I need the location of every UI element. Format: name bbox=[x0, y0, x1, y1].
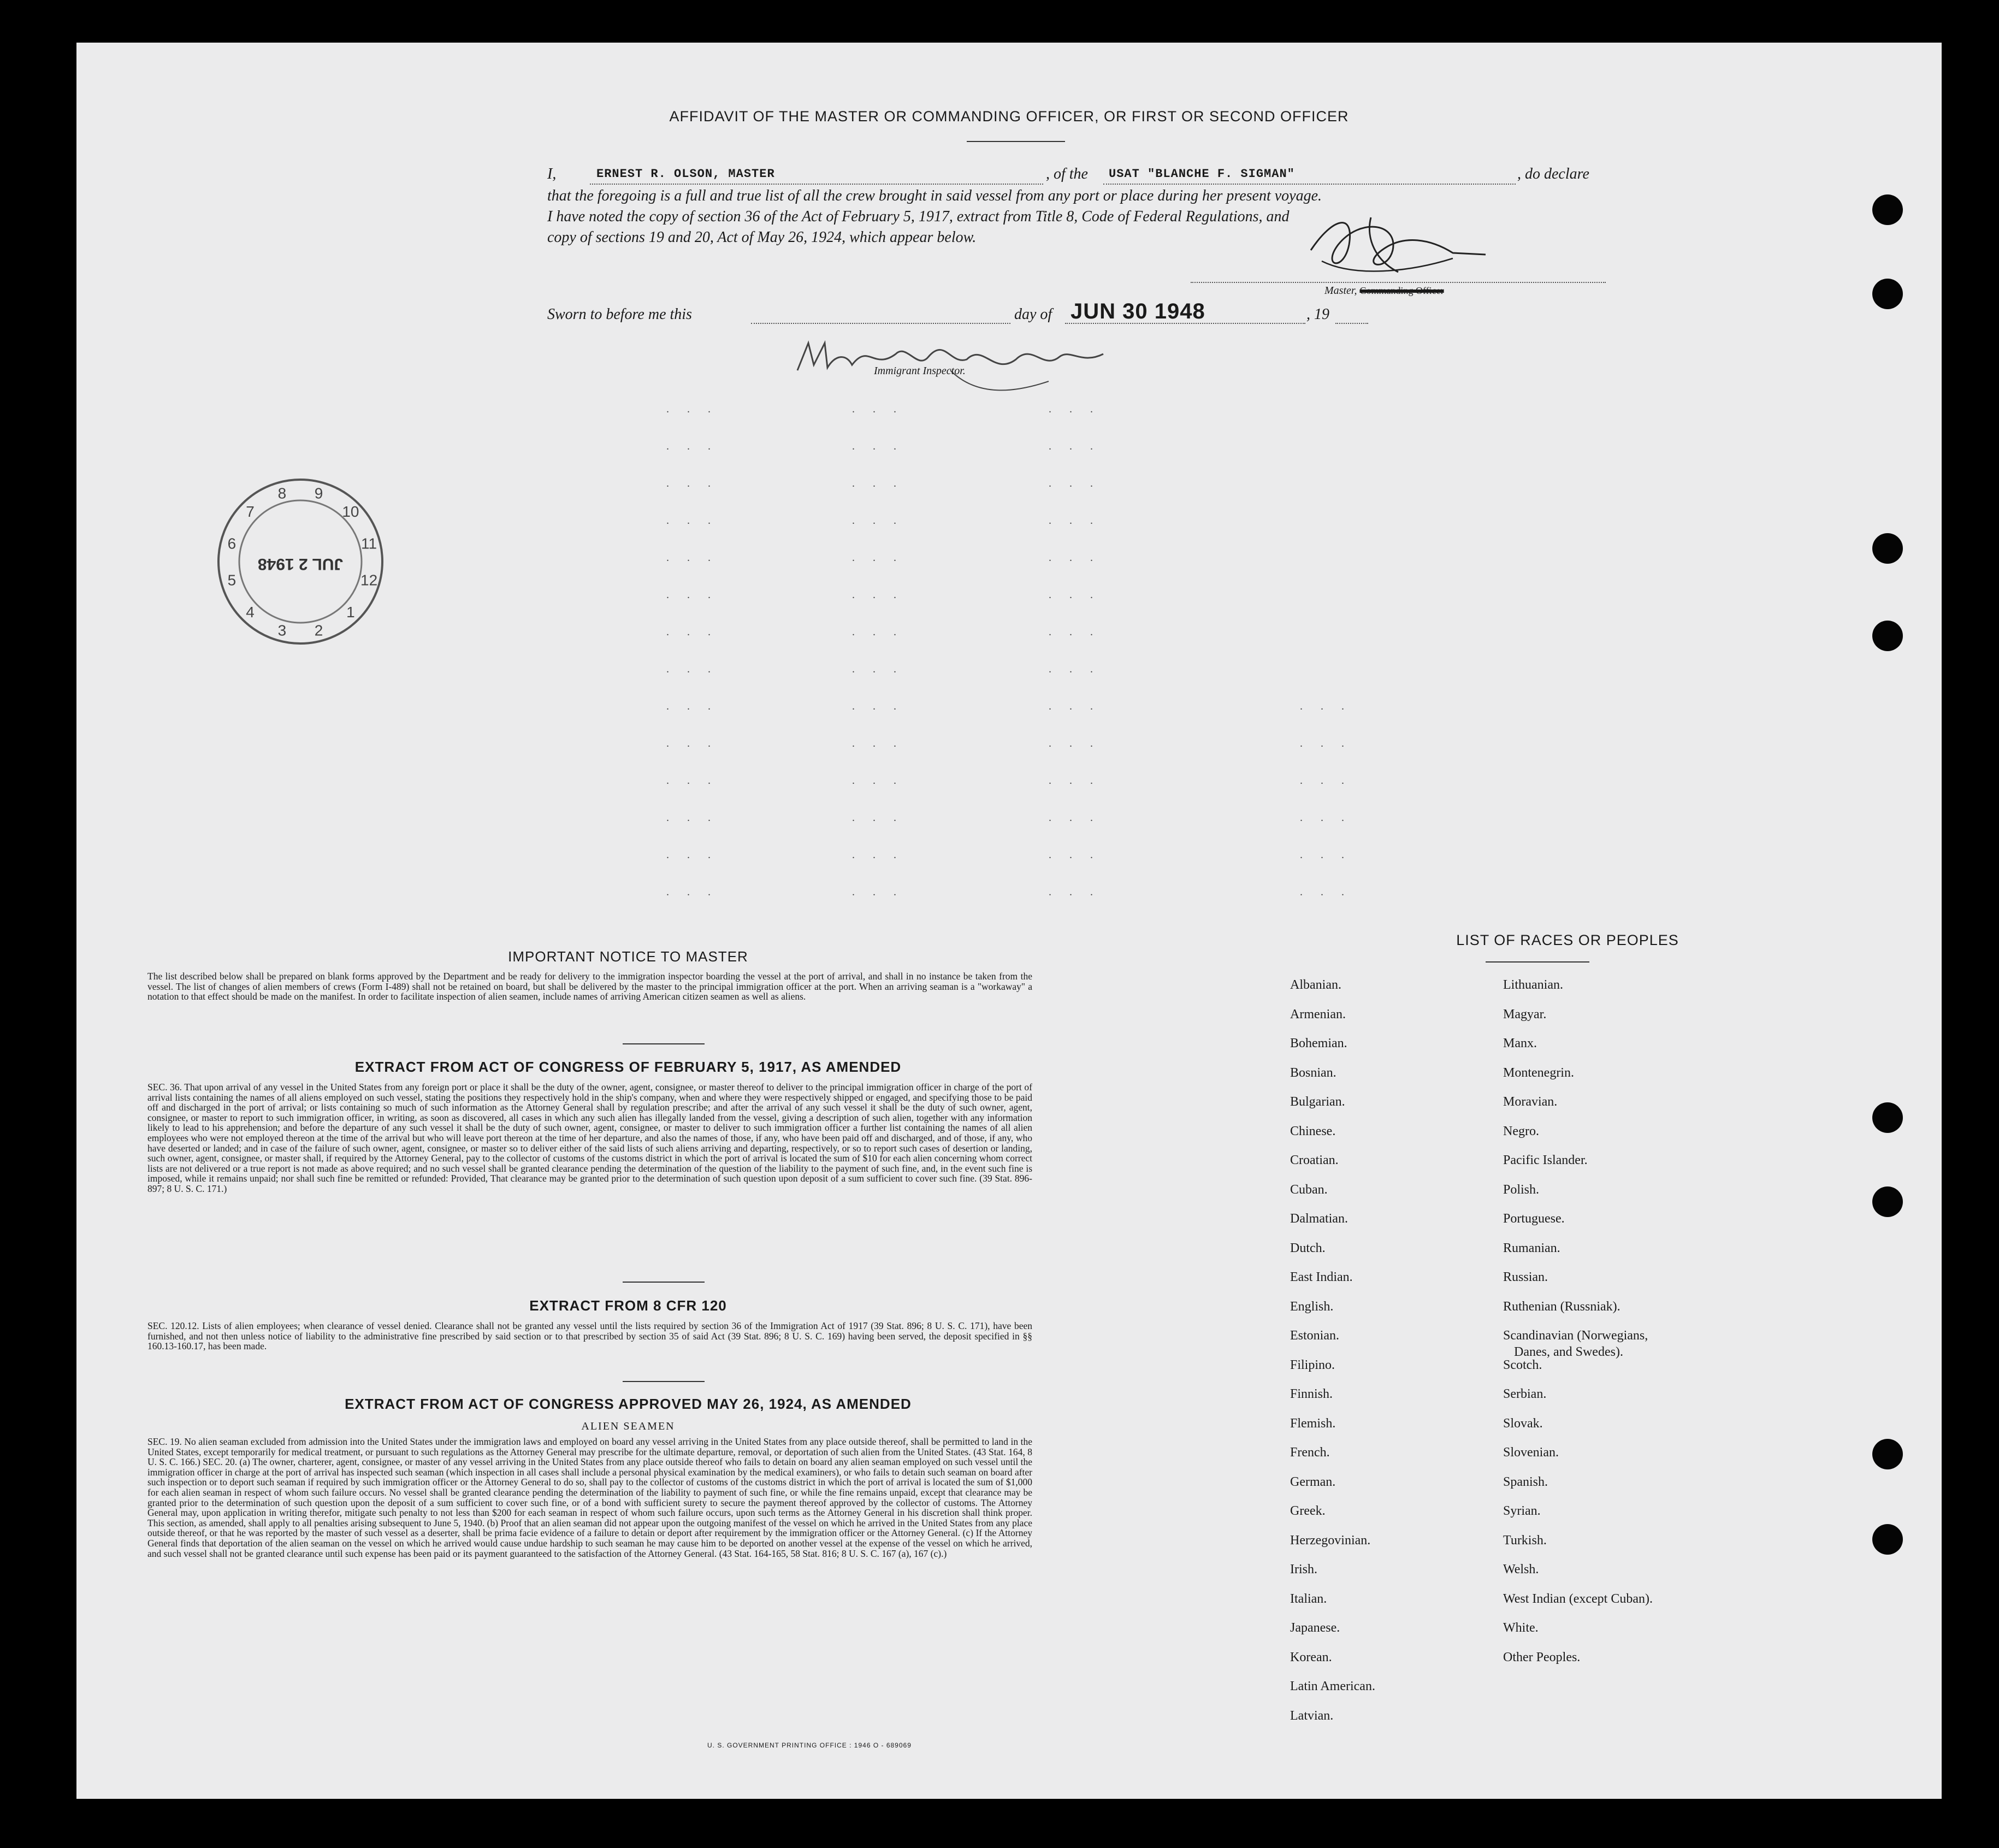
faint-dot-mark: . . . bbox=[1049, 812, 1101, 824]
race-item: Slovenian. bbox=[1503, 1445, 1559, 1460]
master-signature-line bbox=[1191, 282, 1606, 283]
master-signature bbox=[1289, 206, 1551, 288]
faint-dot-mark: . . . bbox=[1049, 737, 1101, 749]
master-name: ERNEST R. OLSON, MASTER bbox=[596, 167, 775, 181]
punch-hole bbox=[1872, 279, 1903, 309]
faint-dot-mark: . . . bbox=[1049, 886, 1101, 898]
race-item: West Indian (except Cuban). bbox=[1503, 1591, 1653, 1606]
race-item: Bosnian. bbox=[1290, 1065, 1336, 1080]
stamp-digit: 2 bbox=[314, 622, 323, 639]
race-item: Portuguese. bbox=[1503, 1212, 1565, 1226]
race-item: Slovak. bbox=[1503, 1416, 1543, 1431]
races-rule bbox=[1486, 961, 1589, 963]
race-item: Turkish. bbox=[1503, 1533, 1547, 1548]
stamp-digit: 5 bbox=[227, 571, 236, 589]
faint-dot-mark: . . . bbox=[852, 886, 904, 898]
faint-dot-mark: . . . bbox=[1049, 403, 1101, 415]
race-item: Chinese. bbox=[1290, 1124, 1336, 1138]
faint-dot-mark: . . . bbox=[1049, 626, 1101, 638]
extract-cfr-body: SEC. 120.12. Lists of alien employees; when clearance of vessel denied. Clearance shall not be granted any vessel until the lists required by section 36 of the Immigration Act of 1917 (39 Stat. 896; 8 U. S. C. 171), have been furnished, and not then unless notice of liability to the administrative fine prescribed by said section or to that prescribed by section 35 of said Act (39 Stat. 896; 8 U. S. C. 169) having been served, the deposit specified in §§ 160.13-160.17, has been made. bbox=[147, 1320, 1032, 1352]
race-item: Rumanian. bbox=[1503, 1241, 1560, 1255]
race-item: Manx. bbox=[1503, 1036, 1537, 1050]
race-item: Danes, and Swedes). bbox=[1514, 1345, 1623, 1359]
faint-dot-mark: . . . bbox=[666, 849, 718, 861]
stamp-digit: 7 bbox=[246, 503, 255, 521]
race-item: Herzegovinian. bbox=[1290, 1533, 1371, 1548]
affidavit-line-4: copy of sections 19 and 20, Act of May 26, 1924, which appear below. bbox=[547, 229, 977, 246]
stamp-digit: 4 bbox=[246, 603, 255, 621]
inspector-label: Immigrant Inspector. bbox=[874, 365, 966, 377]
punch-hole bbox=[1872, 533, 1903, 564]
stamp-digit: 10 bbox=[342, 503, 359, 521]
faint-dot-mark: . . . bbox=[666, 552, 718, 564]
faint-dot-mark: . . . bbox=[852, 515, 904, 527]
master-label-struck: Commanding Officer bbox=[1359, 285, 1444, 296]
race-item: East Indian. bbox=[1290, 1270, 1353, 1284]
race-item: Ruthenian (Russniak). bbox=[1503, 1299, 1621, 1314]
faint-dot-mark: . . . bbox=[852, 552, 904, 564]
faint-dot-mark: . . . bbox=[666, 477, 718, 489]
stamp-digit: 11 bbox=[361, 535, 377, 552]
faint-dot-mark: . . . bbox=[1049, 663, 1101, 675]
year-prefix: , 19 bbox=[1306, 306, 1329, 323]
faint-dot-mark: . . . bbox=[852, 440, 904, 452]
of-the-text: , of the bbox=[1046, 166, 1088, 182]
extract-1924-subtitle: ALIEN SEAMEN bbox=[581, 1420, 675, 1432]
faint-dot-mark: . . . bbox=[666, 626, 718, 638]
race-item: Scandinavian (Norwegians, bbox=[1503, 1329, 1648, 1343]
race-item: Montenegrin. bbox=[1503, 1065, 1574, 1080]
day-of-text: day of bbox=[1014, 306, 1052, 323]
race-item: Magyar. bbox=[1503, 1007, 1547, 1022]
affidavit-i: I, bbox=[547, 166, 557, 182]
faint-dot-mark: . . . bbox=[666, 440, 718, 452]
punch-hole bbox=[1872, 194, 1903, 225]
vessel-name-line bbox=[1103, 184, 1516, 185]
faint-dot-mark: . . . bbox=[1300, 775, 1352, 787]
stamp-digit: 9 bbox=[314, 485, 323, 502]
race-item: Serbian. bbox=[1503, 1387, 1547, 1401]
race-item: Other Peoples. bbox=[1503, 1650, 1581, 1664]
race-item: Welsh. bbox=[1503, 1562, 1539, 1577]
notice-title: IMPORTANT NOTICE TO MASTER bbox=[508, 948, 748, 965]
stamp-date: JUL 2 1948 bbox=[257, 555, 344, 573]
faint-dot-mark: . . . bbox=[852, 737, 904, 749]
faint-dot-mark: . . . bbox=[1300, 812, 1352, 824]
faint-dot-mark: . . . bbox=[666, 589, 718, 601]
master-label: Master, bbox=[1324, 285, 1357, 297]
race-item: Negro. bbox=[1503, 1124, 1539, 1138]
race-item: Flemish. bbox=[1290, 1416, 1336, 1431]
races-title: LIST OF RACES OR PEOPLES bbox=[1456, 932, 1679, 948]
race-item: Bulgarian. bbox=[1290, 1095, 1345, 1109]
affidavit-title: AFFIDAVIT OF THE MASTER OR COMMANDING OFFICER, OR FIRST OR SECOND OFFICER bbox=[669, 108, 1349, 125]
stamp-digit: 3 bbox=[277, 622, 287, 639]
punch-hole bbox=[1872, 1186, 1903, 1217]
extract-1917-rule bbox=[623, 1282, 705, 1283]
race-item: Croatian. bbox=[1290, 1153, 1339, 1167]
extract-1924-body: SEC. 19. No alien seaman excluded from admission into the United States under the immigration laws and employed on board any vessel arriving in the United States from any place outside thereof, shall be permitted to land in the United States, except temporarily for medical treatment, or pursuant to such regulations as the Attorney General may prescribe for the ultimate departure, removal, or deportation of such alien from the United States. (43 Stat. 164, 8 U. S. C. 166.) SEC. 20. (a) The owner, charterer, agent, consignee, or master of any vessel arriving in the United States from any place outside thereof who fails to detain on board any alien seaman employed on such vessel until the immigration officer in charge at the port of arrival has inspected such seaman (which inspection in all cases shall include a personal physical examination by the medical examiners), or who fails to detain such seaman on board after such inspection or to deport such seaman if required by such immigration officer or the Attorney General to do so, shall pay to the collector of customs of the customs district in which the port of arrival is located the sum of $1,000 for each alien seaman in respect of whom such failure occurs. No vessel shall be granted clearance pending the determination of the liability to payment of such fine, or while the fine remains unpaid, except that clearance may be granted prior to the determination of such question upon the deposit of a sum sufficient to cover such fine, or of a bond with sufficient surety to secure the payment thereof approved by the collector of customs. The Attorney General may, upon application in writing therefor, mitigate such penalty to not less than $200 for each seaman in respect of whom such failure occurs, upon such terms as the Attorney General in his discretion shall think proper. This section, as amended, shall apply to all penalties arising subsequent to June 5, 1940. (b) Proof that an alien seaman did not appear upon the outgoing manifest of the vessel on which he arrived in the United States from any place outside thereof, or that he was reported by the master of such vessel as a deserter, shall be prima facie evidence of a failure to detain or deport after requirement by the immigration officer or the Attorney General. (c) If the Attorney General finds that deportation of the alien seaman on the vessel on which he arrived would cause undue hardship to such seaman he may cause him to be deported on another vessel at the expense of the vessel on which he arrived, and such vessel shall not be granted clearance until such expense has been paid or its payment guaranteed to the satisfaction of the Attorney General. (43 Stat. 164-165, 58 Stat. 816; 8 U. S. C. 167 (a), 167 (c).) bbox=[147, 1436, 1032, 1559]
faint-dot-mark: . . . bbox=[852, 477, 904, 489]
race-item: Polish. bbox=[1503, 1182, 1540, 1197]
race-item: Irish. bbox=[1290, 1562, 1317, 1577]
stamp-digit: 8 bbox=[277, 485, 287, 502]
race-item: Lithuanian. bbox=[1503, 978, 1563, 992]
faint-dot-mark: . . . bbox=[1049, 700, 1101, 712]
faint-dot-mark: . . . bbox=[666, 700, 718, 712]
race-item: Italian. bbox=[1290, 1591, 1327, 1606]
race-item: Dalmatian. bbox=[1290, 1212, 1348, 1226]
race-item: Cuban. bbox=[1290, 1182, 1328, 1197]
faint-dot-mark: . . . bbox=[1300, 700, 1352, 712]
race-item: Syrian. bbox=[1503, 1504, 1541, 1518]
faint-dot-mark: . . . bbox=[666, 515, 718, 527]
faint-dot-mark: . . . bbox=[1049, 589, 1101, 601]
faint-dot-mark: . . . bbox=[852, 775, 904, 787]
race-item: Korean. bbox=[1290, 1650, 1332, 1664]
punch-hole bbox=[1872, 1524, 1903, 1555]
year-line bbox=[1335, 323, 1368, 324]
race-item: Japanese. bbox=[1290, 1621, 1340, 1635]
race-item: Filipino. bbox=[1290, 1357, 1335, 1372]
sworn-day-line bbox=[751, 323, 1010, 324]
faint-dot-mark: . . . bbox=[666, 403, 718, 415]
faint-dot-mark: . . . bbox=[852, 849, 904, 861]
extract-1917-title: EXTRACT FROM ACT OF CONGRESS OF FEBRUARY 5, 1917, AS AMENDED bbox=[354, 1059, 902, 1075]
race-item: White. bbox=[1503, 1621, 1539, 1635]
punch-hole bbox=[1872, 1439, 1903, 1469]
punch-hole bbox=[1872, 1102, 1903, 1133]
master-name-line bbox=[590, 184, 1043, 185]
faint-dot-mark: . . . bbox=[852, 700, 904, 712]
race-item: Albanian. bbox=[1290, 978, 1341, 992]
punch-hole bbox=[1872, 621, 1903, 651]
race-item: Greek. bbox=[1290, 1504, 1326, 1518]
race-item: English. bbox=[1290, 1299, 1334, 1314]
receipt-stamp bbox=[213, 474, 388, 649]
race-item: Armenian. bbox=[1290, 1007, 1346, 1022]
faint-dot-mark: . . . bbox=[852, 403, 904, 415]
faint-dot-mark: . . . bbox=[1049, 775, 1101, 787]
extract-1917-body: SEC. 36. That upon arrival of any vessel in the United States from any foreign port or place it shall be the duty of the owner, agent, consignee, or master thereof to deliver to the principal immigration officer in charge of the port of arrival lists containing the names of all aliens employed on such vessel, stating the positions they respectively hold in the ship's company, when and where they were respectively shipped or engaged, and specifying those to be paid off and discharged in the port of arrival; or lists containing so much of such information as the Attorney General shall by regulation prescribe; and after the arrival of any such vessel it shall be the duty of such owner, agent, consignee, or master to report to such immigration officer, in writing, as soon as discovered, all cases in which any such alien has illegally landed from the vessel, giving a description of such alien, together with any information likely to lead to his apprehension; and before the departure of any such vessel it shall be the duty of such owner, agent, consignee, or master to deliver to such immigration officer a further list containing the names of all alien employees who were not employed thereon at the time of the arrival but who will leave port thereon at the time of her departure, and also the names of those, if any, who have been paid off and discharged, and of those, if any, who have deserted or landed; and in case of the failure of such owner, agent, consignee, or master so to deliver either of the said lists of such aliens arriving and departing, respectively, or so to report such cases of desertion or landing, such owner, agent, consignee, or master shall, if required by the Attorney General, pay to the collector of customs of the customs district in which the port of arrival is located the sum of $10 for each alien concerning whom correct lists are not delivered or a true report is not made as above required; and no such vessel shall be granted clearance pending the determination of the question of the liability to the payment of such fine, and, in the event such fine is imposed, while it remains unpaid; nor shall such fine be remitted or refunded: Provided, That clearance may be granted prior to the determination of such question upon deposit of a sum sufficient to cover such fine. (39 Stat. 896-897; 8 U. S. C. 171.) bbox=[147, 1082, 1032, 1194]
race-item: Moravian. bbox=[1503, 1095, 1558, 1109]
extract-cfr-rule bbox=[623, 1381, 705, 1382]
faint-dot-mark: . . . bbox=[1049, 552, 1101, 564]
notice-body: The list described below shall be prepared on blank forms approved by the Department and be ready for delivery to the immigration inspector boarding the vessel at the port of arrival, and shall in no instance be taken from the vessel. The list of changes of alien members of crews (Form I-489) shall not be retained on board, but shall be delivered by the master to the principal immigration officer at the port. When an arriving seaman is a "workaway" a notation to that effect should be made on the manifest. In order to facilitate inspection of alien seamen, include names of arriving American citizen seamen as well as aliens. bbox=[147, 971, 1032, 1002]
sworn-text: Sworn to before me this bbox=[547, 306, 692, 323]
printer-line: U. S. GOVERNMENT PRINTING OFFICE : 1946 O - 689069 bbox=[707, 1741, 912, 1749]
notice-rule bbox=[623, 1043, 705, 1044]
date-line bbox=[1065, 323, 1305, 324]
faint-dot-mark: . . . bbox=[852, 812, 904, 824]
faint-dot-mark: . . . bbox=[666, 812, 718, 824]
document-sheet bbox=[76, 43, 1942, 1799]
faint-dot-mark: . . . bbox=[666, 775, 718, 787]
race-item: French. bbox=[1290, 1445, 1330, 1460]
stamp-digit: 12 bbox=[360, 571, 378, 589]
race-item: Estonian. bbox=[1290, 1329, 1339, 1343]
do-declare-text: , do declare bbox=[1517, 166, 1589, 182]
faint-dot-mark: . . . bbox=[852, 589, 904, 601]
race-item: Latin American. bbox=[1290, 1679, 1375, 1693]
race-item: Latvian. bbox=[1290, 1708, 1334, 1723]
race-item: Bohemian. bbox=[1290, 1036, 1347, 1050]
faint-dot-mark: . . . bbox=[852, 663, 904, 675]
faint-dot-mark: . . . bbox=[666, 737, 718, 749]
race-item: Spanish. bbox=[1503, 1474, 1548, 1489]
faint-dot-mark: . . . bbox=[666, 886, 718, 898]
affidavit-line-3: I have noted the copy of section 36 of the Act of February 5, 1917, extract from Title 8, Code of Federal Regulations, and bbox=[547, 208, 1290, 225]
extract-1924-title: EXTRACT FROM ACT OF CONGRESS APPROVED MAY 26, 1924, AS AMENDED bbox=[345, 1396, 912, 1412]
stamp-digit: 1 bbox=[346, 603, 355, 621]
race-item: German. bbox=[1290, 1474, 1336, 1489]
faint-dot-mark: . . . bbox=[1300, 849, 1352, 861]
vessel-name: USAT "BLANCHE F. SIGMAN" bbox=[1109, 167, 1295, 181]
race-item: Russian. bbox=[1503, 1270, 1548, 1284]
race-item: Pacific Islander. bbox=[1503, 1153, 1588, 1167]
faint-dot-mark: . . . bbox=[1300, 886, 1352, 898]
affidavit-line-2: that the foregoing is a full and true list of all the crew brought in said vessel from any port or place during her present voyage. bbox=[547, 187, 1322, 204]
faint-dot-mark: . . . bbox=[1049, 477, 1101, 489]
faint-dot-mark: . . . bbox=[1300, 737, 1352, 749]
extract-cfr-title: EXTRACT FROM 8 CFR 120 bbox=[529, 1297, 727, 1314]
faint-dot-mark: . . . bbox=[1049, 515, 1101, 527]
race-item: Dutch. bbox=[1290, 1241, 1326, 1255]
faint-dot-mark: . . . bbox=[1049, 849, 1101, 861]
race-item: Scotch. bbox=[1503, 1357, 1542, 1372]
date-stamp: JUN 30 1948 bbox=[1071, 299, 1205, 323]
title-rule bbox=[967, 141, 1065, 142]
faint-dot-mark: . . . bbox=[852, 626, 904, 638]
stamp-digit: 6 bbox=[227, 535, 236, 552]
faint-dot-mark: . . . bbox=[1049, 440, 1101, 452]
faint-dot-mark: . . . bbox=[666, 663, 718, 675]
race-item: Finnish. bbox=[1290, 1387, 1333, 1401]
